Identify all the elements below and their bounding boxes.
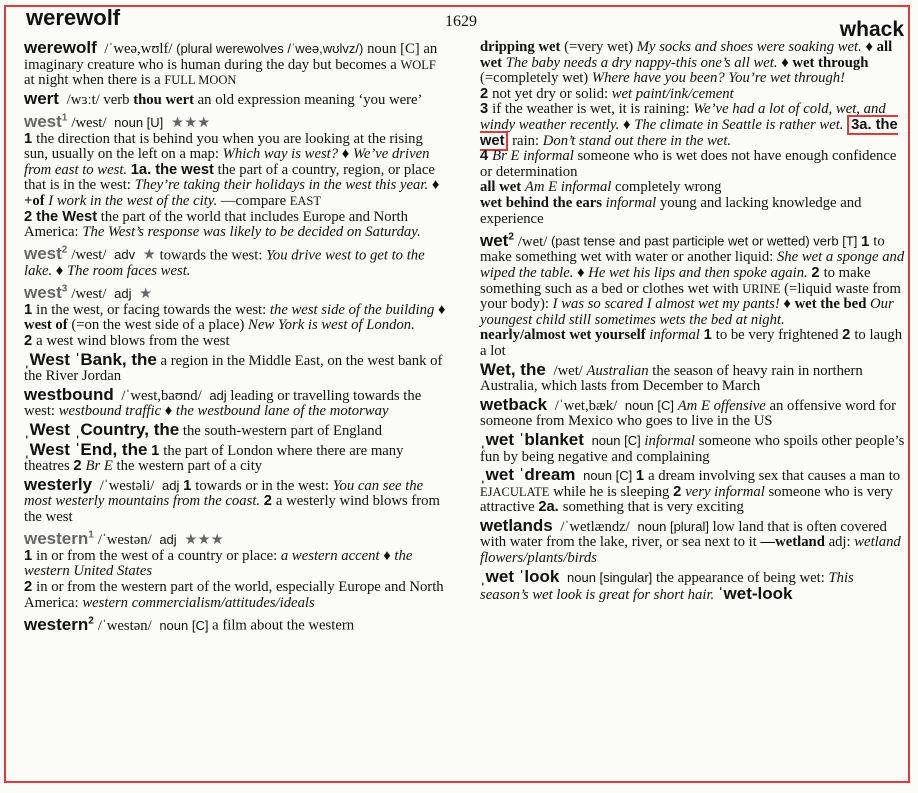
- entry-west-1: [16, 110, 446, 240]
- part-of-speech: noun [U]: [114, 115, 164, 131]
- sense-2: 2 not yet dry or solid: wet paint/ink/cement: [480, 85, 734, 102]
- headword: ˌWest ˈBank, the: [24, 349, 157, 369]
- headword: ˌWest ˌCountry, the: [24, 420, 180, 440]
- left-column: [16, 40, 446, 636]
- headword: ˌWest ˈEnd, the: [24, 439, 148, 459]
- entry-west-country: [16, 422, 446, 440]
- entry-wet-dream: ˌwet ˈdream noun [C] 1 a dream involving sex that causes a man to EJACULATE while he is sleeping 2 very informal someone who is very attractive 2a. something that is very exciting: [480, 465, 901, 516]
- entry-wetlands: wetlands /ˈwetlændz/ noun [plural] low land that is often covered with water from the lake, river, or sea next to it —wetland adj: wetland flowers/plants/birds: [480, 515, 901, 567]
- right-column: [480, 40, 905, 606]
- headword: west$^1$: [24, 112, 68, 132]
- entry-wet-the: Wet, the /wet/ Australian the season of heavy rain in northern Australia, which lasts from December to March: [480, 359, 863, 395]
- cross-reference: FULL MOON: [164, 73, 237, 88]
- example: westbound traffic ♦ the westbound lane of the motorway: [58, 403, 389, 420]
- definition: an offensive word for someone from Mexico who goes to live in the US: [480, 397, 897, 430]
- part-of-speech: noun [plural]: [637, 518, 709, 534]
- sense-1: 1 the direction that is behind you when you are looking at the rising sun, usually on the left on a map: Which way is west? ♦ We’ve driven from east to west. 1a. the west the part of a country, region, or place that is in the west: They’re taking their holidays in the west this year. ♦ +of I work in the west of the city. —compare EAST: [24, 130, 440, 209]
- grammar-info: (past tense and past participle wet or wetted) verb: [550, 233, 839, 249]
- part-of-speech: noun [singular]: [567, 569, 653, 585]
- pronunciation: /wet/: [553, 362, 583, 379]
- definition: a film about the western: [212, 617, 355, 634]
- headword: westerly: [24, 474, 93, 494]
- page-number: 1629: [445, 13, 477, 30]
- entry-wet-blanket: ˌwet ˈblanket noun [C] informal someone who spoils other people’s fun by being negative and complaining: [480, 429, 905, 465]
- headword: ˈwet-look: [717, 584, 793, 604]
- definition: an old expression meaning ‘you were’: [197, 91, 423, 108]
- definition: the season of heavy rain in northern Australia, which lasts from December to March: [480, 362, 863, 395]
- definition: someone who spoils other people’s fun by being negative and complaining: [480, 432, 905, 465]
- sense-2: 2 the West the part of the world that includes Europe and North America: The West’s response was likely to be decided on Saturday.: [24, 208, 421, 241]
- part-of-speech: noun [C]: [624, 397, 675, 413]
- entry-western-2: [16, 613, 446, 634]
- highlighted-sense: 3a. the wet: [480, 116, 898, 149]
- entry-west-3: [16, 282, 446, 350]
- entry-westbound: [16, 384, 446, 420]
- definition: low land that is often covered with water from the lake, river, or sea next to it: [480, 518, 887, 551]
- headword: wet$^2$: [480, 230, 514, 250]
- part-of-speech: noun [C]: [591, 432, 641, 448]
- entry-west-bank: [16, 349, 446, 385]
- entry-werewolf: [16, 40, 446, 89]
- pronunciation: /west/: [71, 286, 107, 303]
- part-of-speech: verb: [103, 91, 130, 108]
- pronunciation: /ˈwet,bæk/: [554, 397, 618, 414]
- pronunciation: /ˈwestən/: [97, 532, 152, 549]
- part-of-speech: noun [C]: [159, 617, 209, 633]
- definition: the south-western part of England: [182, 423, 382, 440]
- sense-2: 2 in or from the western part of the world, especially Europe and North America: western commercialism/attitudes/ideals: [24, 579, 444, 611]
- part-of-speech: adj: [114, 286, 132, 302]
- headword: west$^3$: [24, 283, 68, 303]
- example: You drive west to get to the lake. ♦ The room faces west.: [24, 247, 425, 280]
- headword: Wet, the: [480, 359, 546, 379]
- headword: ˌwet ˈdream: [480, 465, 576, 485]
- entry-wet-continued: [480, 40, 905, 227]
- pronunciation: /ˈwetlændz/: [560, 518, 630, 535]
- entry-west-end: ˌWest ˈEnd, the 1 the part of London where there are many theatres 2 Br E the western part of a city: [24, 439, 404, 475]
- headword: ˌwet ˈlook: [480, 566, 560, 586]
- part-of-speech: adv: [114, 247, 136, 263]
- pronunciation: /ˈwest,baʊnd/: [121, 387, 202, 404]
- entry-west-2: [16, 243, 446, 280]
- example: This season’s wet look is great for short hair.: [480, 569, 854, 604]
- part-of-speech: adj: [209, 387, 227, 403]
- frequency-stars: ★: [142, 247, 156, 264]
- pronunciation: /west/: [71, 247, 107, 264]
- frequency-stars: ★★★: [170, 115, 211, 132]
- definition: towards the west:: [159, 247, 263, 264]
- definition: noun [C] an imaginary creature who is human during the day but becomes a: [24, 41, 438, 73]
- part-of-speech: noun [C]: [583, 468, 633, 484]
- headword: westbound: [24, 384, 114, 404]
- entry-westerly: westerly /ˈwestəli/ adj 1 towards or in the west: You can see the most westerly mountains from the coast. 2 a westerly wind blows from the west: [24, 474, 440, 525]
- entry-wetback: wetback /ˈwet,bæk/ noun [C] Am E offensive an offensive word for someone from Mexico who goes to live in the US: [480, 394, 897, 430]
- frequency-stars: ★: [139, 286, 153, 303]
- plural-form: (plural werewolves /ˈweə,wʊlvz/): [176, 41, 364, 56]
- sense-4: 4 Br E informal someone who is wet does not have enough confidence or determination: [480, 148, 897, 180]
- headword: western$^1$: [24, 529, 94, 549]
- entry-western-1: [16, 528, 446, 612]
- headword: werewolf: [24, 38, 97, 57]
- sense-2: 2 a west wind blows from the west: [24, 333, 230, 350]
- definition: the appearance of being wet:: [655, 569, 825, 586]
- headword: wetlands: [480, 515, 553, 535]
- definition: at night when there is a: [24, 72, 161, 89]
- headword: western$^2$: [24, 614, 94, 634]
- guide-word-left: werewolf: [26, 5, 121, 30]
- part-of-speech: adj: [159, 532, 177, 548]
- phrase-wet-behind-the-ears: wet behind the ears informal young and lacking knowledge and experience: [480, 194, 862, 227]
- sense-1: 1 in the west, or facing towards the west: the west side of the building ♦ west of (=on the west side of a place) New York is west of London.: [24, 301, 446, 334]
- sense-1: 1 in or from the west of a country or place: a western accent ♦ the western United States: [24, 547, 413, 580]
- pronunciation: /wet/: [517, 233, 548, 250]
- phrase: thou wert: [133, 91, 194, 108]
- frequency-stars: ★★★: [184, 532, 224, 549]
- headword: west$^2$: [24, 244, 68, 264]
- pronunciation: /west/: [71, 115, 107, 132]
- pronunciation: /ˈwestən/: [97, 617, 152, 634]
- guide-word-right: whack: [839, 18, 904, 41]
- entry-wet-look: [480, 566, 905, 604]
- phrase-all-wet: all wet Am E informal completely wrong: [480, 179, 722, 196]
- cross-reference: WOLF: [400, 57, 436, 72]
- pronunciation: /ˈwestəli/: [99, 477, 155, 494]
- headword: wert: [24, 88, 59, 108]
- definition: a region in the Middle East, on the west bank of the River Jordan: [24, 352, 443, 385]
- headword: ˌwet ˈblanket: [480, 429, 584, 449]
- part-of-speech: adj: [162, 477, 180, 493]
- sense-1-continued: dripping wet (=very wet) My socks and shoes were soaking wet. ♦ all wet The baby needs a dry nappy-this one’s all wet. ♦ wet through (=completely wet) Where have you been? You’re wet through!: [480, 39, 893, 87]
- entry-wet-2: wet$^2$ /wet/ (past tense and past participle wet or wetted) verb [T] 1 to make something wet with water or another liquid: She wet a sponge and wiped the table. ♦ He wet his lips and then spoke again. 2 to make something such as a bed or clothes wet with URINE (=liquid waste from your body): I was so scared I almost wet my pants! ♦ wet the bed Our youngest child still sometimes wets the bed at night. nearly/almost wet yourself informal 1 to be very frightened 2 to laugh a lot: [480, 230, 905, 359]
- pronunciation: /wɜːt/: [66, 91, 100, 108]
- headword: wetback: [480, 394, 548, 414]
- definition: leading or travelling towards the west:: [24, 387, 422, 420]
- entry-wert: [16, 88, 446, 109]
- sense-3: 3 if the weather is wet, it is raining: We’ve had a lot of cold, wet, and windy weather recently. ♦ The climate in Seattle is rather wet. 3a. the wet rain: Don’t stand out there in the wet.: [480, 101, 898, 149]
- pronunciation: /ˈweə,wʊlf/: [104, 41, 173, 57]
- phrase-nearly-wet-yourself: nearly/almost wet yourself informal 1 to be very frightened 2 to laugh a lot: [480, 327, 903, 359]
